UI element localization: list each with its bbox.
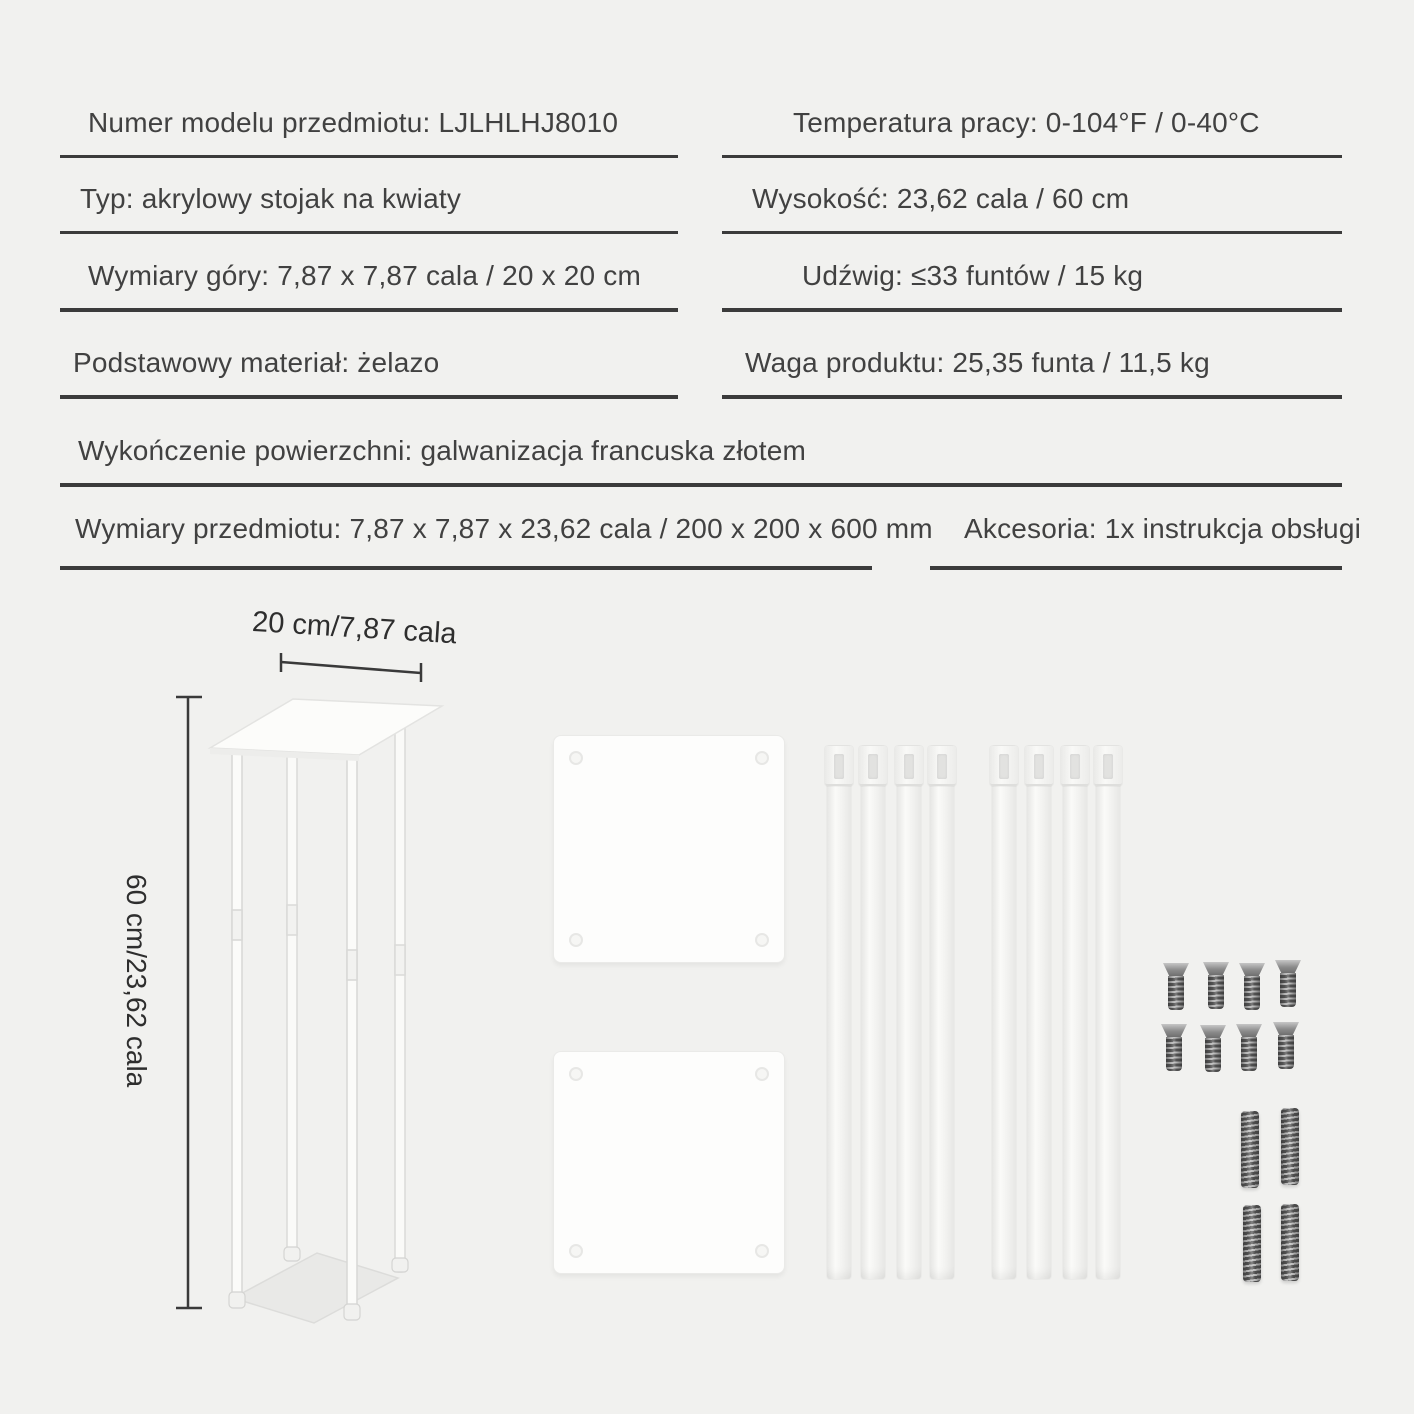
rule-row6-left (60, 566, 872, 570)
acrylic-panel-bottom (553, 1051, 785, 1274)
spec-surface-finish: Wykończenie powierzchni: galwanizacja francuska złotem (78, 435, 806, 466)
spec-product-weight: Waga produktu: 25,35 funta / 11,5 kg (745, 347, 1210, 378)
height-dimension-label: 60 cm/23,62 cala (121, 874, 152, 1088)
spec-height: Wysokość: 23,62 cala / 60 cm (752, 183, 1130, 214)
screw (1239, 963, 1265, 1011)
panel-hole (569, 1244, 583, 1258)
rule-row1-right (722, 155, 1342, 158)
rule-row5 (60, 483, 1342, 487)
panel-hole (755, 1244, 769, 1258)
acrylic-tube (1027, 746, 1051, 1279)
spec-operating-temperature: Temperatura pracy: 0-104°F / 0-40°C (793, 107, 1260, 138)
rule-row4-right (722, 395, 1342, 399)
rule-row1-left (60, 155, 678, 158)
height-dimension-line (176, 697, 202, 1308)
spec-load-capacity: Udźwig: ≤33 funtów / 15 kg (802, 260, 1144, 291)
acrylic-panel-top (553, 735, 785, 963)
spec-base-material: Podstawowy materiał: żelazo (73, 347, 440, 378)
screw (1275, 960, 1301, 1008)
rule-row3-left (60, 308, 678, 312)
threaded-rod (1243, 1205, 1261, 1282)
spec-top-dimensions: Wymiary góry: 7,87 x 7,87 cala / 20 x 20 cm (88, 260, 642, 291)
width-dimension-label: 20 cm/7,87 cala (251, 605, 458, 651)
rule-row2-left (60, 231, 678, 234)
rule-row4-left (60, 395, 678, 399)
spec-type: Typ: akrylowy stojak na kwiaty (80, 183, 462, 214)
screw (1203, 962, 1229, 1010)
acrylic-tube (1096, 746, 1120, 1279)
panel-hole (569, 1067, 583, 1081)
stand-back-legs (287, 703, 405, 1272)
stand-base-panel (233, 1253, 398, 1323)
acrylic-tube (992, 746, 1016, 1279)
rule-row2-right (722, 231, 1342, 234)
acrylic-tube (861, 746, 885, 1279)
spec-model-number: Numer modelu przedmiotu: LJLHLHJ8010 (88, 107, 619, 138)
spec-accessories: Akcesoria: 1x instrukcja obsługi (964, 513, 1362, 544)
spec-item-dimensions: Wymiary przedmiotu: 7,87 x 7,87 x 23,62 cala / 200 x 200 x 600 mm (75, 513, 933, 544)
screw (1163, 963, 1189, 1011)
screw (1236, 1024, 1262, 1072)
acrylic-tube (930, 746, 954, 1279)
threaded-rod (1241, 1111, 1259, 1188)
threaded-rod (1281, 1108, 1299, 1185)
acrylic-tube (827, 746, 851, 1279)
panel-hole (755, 751, 769, 765)
threaded-rod (1281, 1204, 1299, 1281)
panel-hole (569, 933, 583, 947)
rule-row6-right (930, 566, 1342, 570)
screw (1161, 1024, 1187, 1072)
width-dimension-line (281, 653, 421, 682)
panel-hole (755, 933, 769, 947)
panel-hole (569, 751, 583, 765)
screw (1273, 1022, 1299, 1070)
flower-stand-illustration (80, 600, 480, 1390)
acrylic-tube (1063, 746, 1087, 1279)
stand-top-panel (210, 699, 442, 755)
rule-row3-right (722, 308, 1342, 312)
acrylic-tube (897, 746, 921, 1279)
panel-hole (755, 1067, 769, 1081)
screw (1200, 1025, 1226, 1073)
